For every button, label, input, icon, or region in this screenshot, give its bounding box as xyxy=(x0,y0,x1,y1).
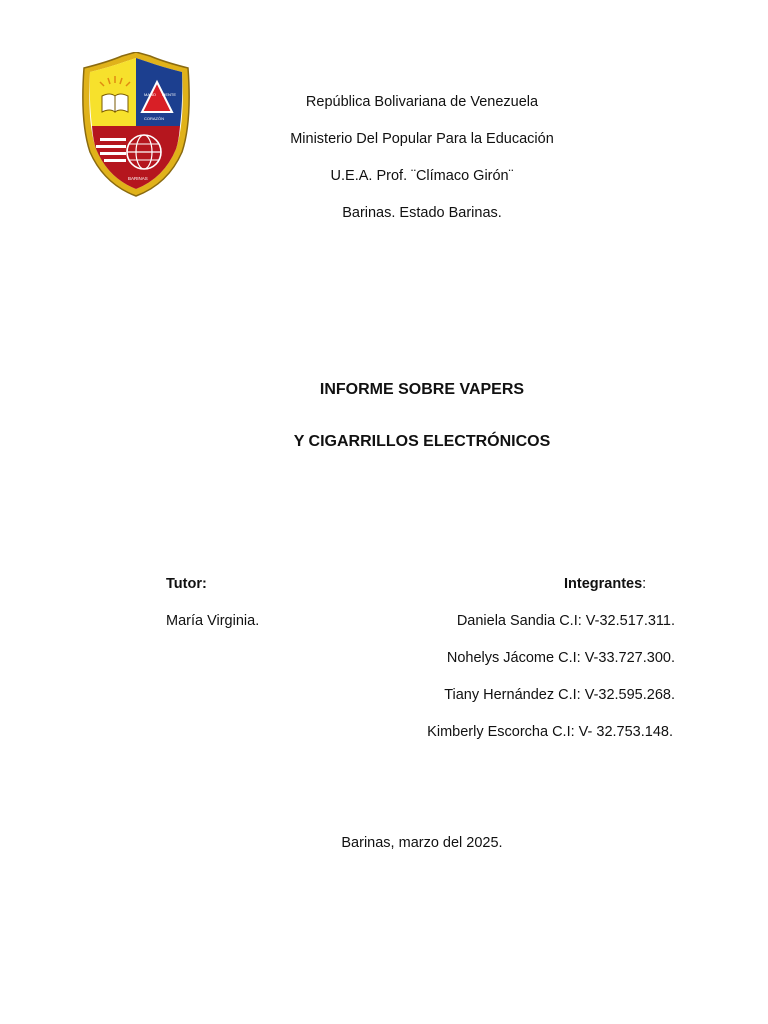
crest-label-bottom: BARINAS xyxy=(128,176,148,181)
place-date: Barinas, marzo del 2025. xyxy=(341,835,503,851)
header-republic: República Bolivariana de Venezuela xyxy=(305,94,539,110)
member-3: Tiany Hernández C.I: V-32.595.268. xyxy=(444,687,675,703)
crest-label-left: MANO xyxy=(144,92,156,97)
crest-label-band: CORAZÓN xyxy=(144,116,164,121)
report-title-line2: Y CIGARRILLOS ELECTRÓNICOS xyxy=(293,433,551,450)
integrantes-heading xyxy=(564,575,646,593)
member-1: Daniela Sandia C.I: V-32.517.311. xyxy=(456,613,675,629)
tutor-name: María Virginia. xyxy=(166,613,260,629)
tutor-heading: Tutor: xyxy=(166,576,207,592)
integrantes-heading-label: Integrantes xyxy=(564,576,643,592)
school-crest-logo xyxy=(78,52,194,198)
member-4: Kimberly Escorcha C.I: V- 32.753.148. xyxy=(427,724,673,740)
header-school: U.E.A. Prof. ¨Clímaco Girón¨ xyxy=(330,168,514,184)
member-2: Nohelys Jácome C.I: V-33.727.300. xyxy=(446,650,675,666)
crest-label-right: MENTE xyxy=(162,92,176,97)
integrantes-heading-colon: : xyxy=(642,576,647,592)
header-ministry: Ministerio Del Popular Para la Educación xyxy=(290,131,554,147)
report-title-line1: INFORME SOBRE VAPERS xyxy=(319,381,525,398)
header-location: Barinas. Estado Barinas. xyxy=(342,205,502,221)
